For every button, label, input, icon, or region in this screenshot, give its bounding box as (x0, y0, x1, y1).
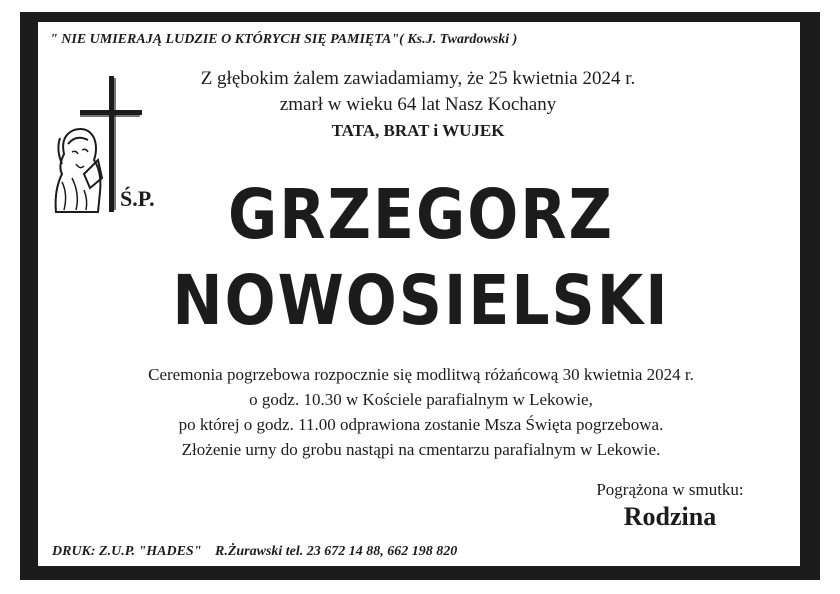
deceased-last-name: NOWOSIELSKI (172, 260, 670, 342)
ceremony-line-2: o godz. 10.30 w Kościele parafialnym w Lekowie, (249, 390, 593, 409)
ceremony-line-4: Złożenie urny do grobu nastąpi na cmentarzu parafialnym w Lekowie. (181, 440, 661, 459)
obituary-notice (36, 20, 802, 568)
printer-footer (52, 544, 457, 560)
announcement-line-1: Z głębokim żalem zawiadamiamy, że 25 kwietnia 2024 r. (200, 68, 636, 89)
signature-block (570, 480, 770, 532)
printer-name: DRUK: Z.U.P. "HADES" (52, 544, 202, 559)
sp-abbreviation: Ś.P. (120, 186, 155, 211)
ceremony-line-1: Ceremonia pogrzebowa rozpocznie się modlitwą różańcową 30 kwietnia 2024 r. (148, 365, 694, 384)
signature-family: Rodzina (623, 502, 717, 531)
printer-contact: R.Żurawski tel. 23 672 14 88, 662 198 820 (214, 544, 458, 559)
ceremony-line-3: po której o godz. 11.00 odprawiona zostanie Msza Święta pogrzebowa. (178, 415, 664, 434)
deceased-first-name: GRZEGORZ (228, 174, 614, 256)
memorial-quote: " NIE UMIERAJĄ LUDZIE O KTÓRYCH SIĘ PAMIĘTA"( Ks.J. Twardowski ) (50, 32, 518, 47)
family-relation: TATA, BRAT i WUJEK (331, 121, 505, 140)
announcement (108, 66, 728, 144)
ceremony-details (68, 362, 774, 462)
announcement-line-2: zmarł w wieku 64 lat Nasz Kochany (279, 94, 557, 115)
signature-line: Pogrążona w smutku: (596, 480, 744, 499)
